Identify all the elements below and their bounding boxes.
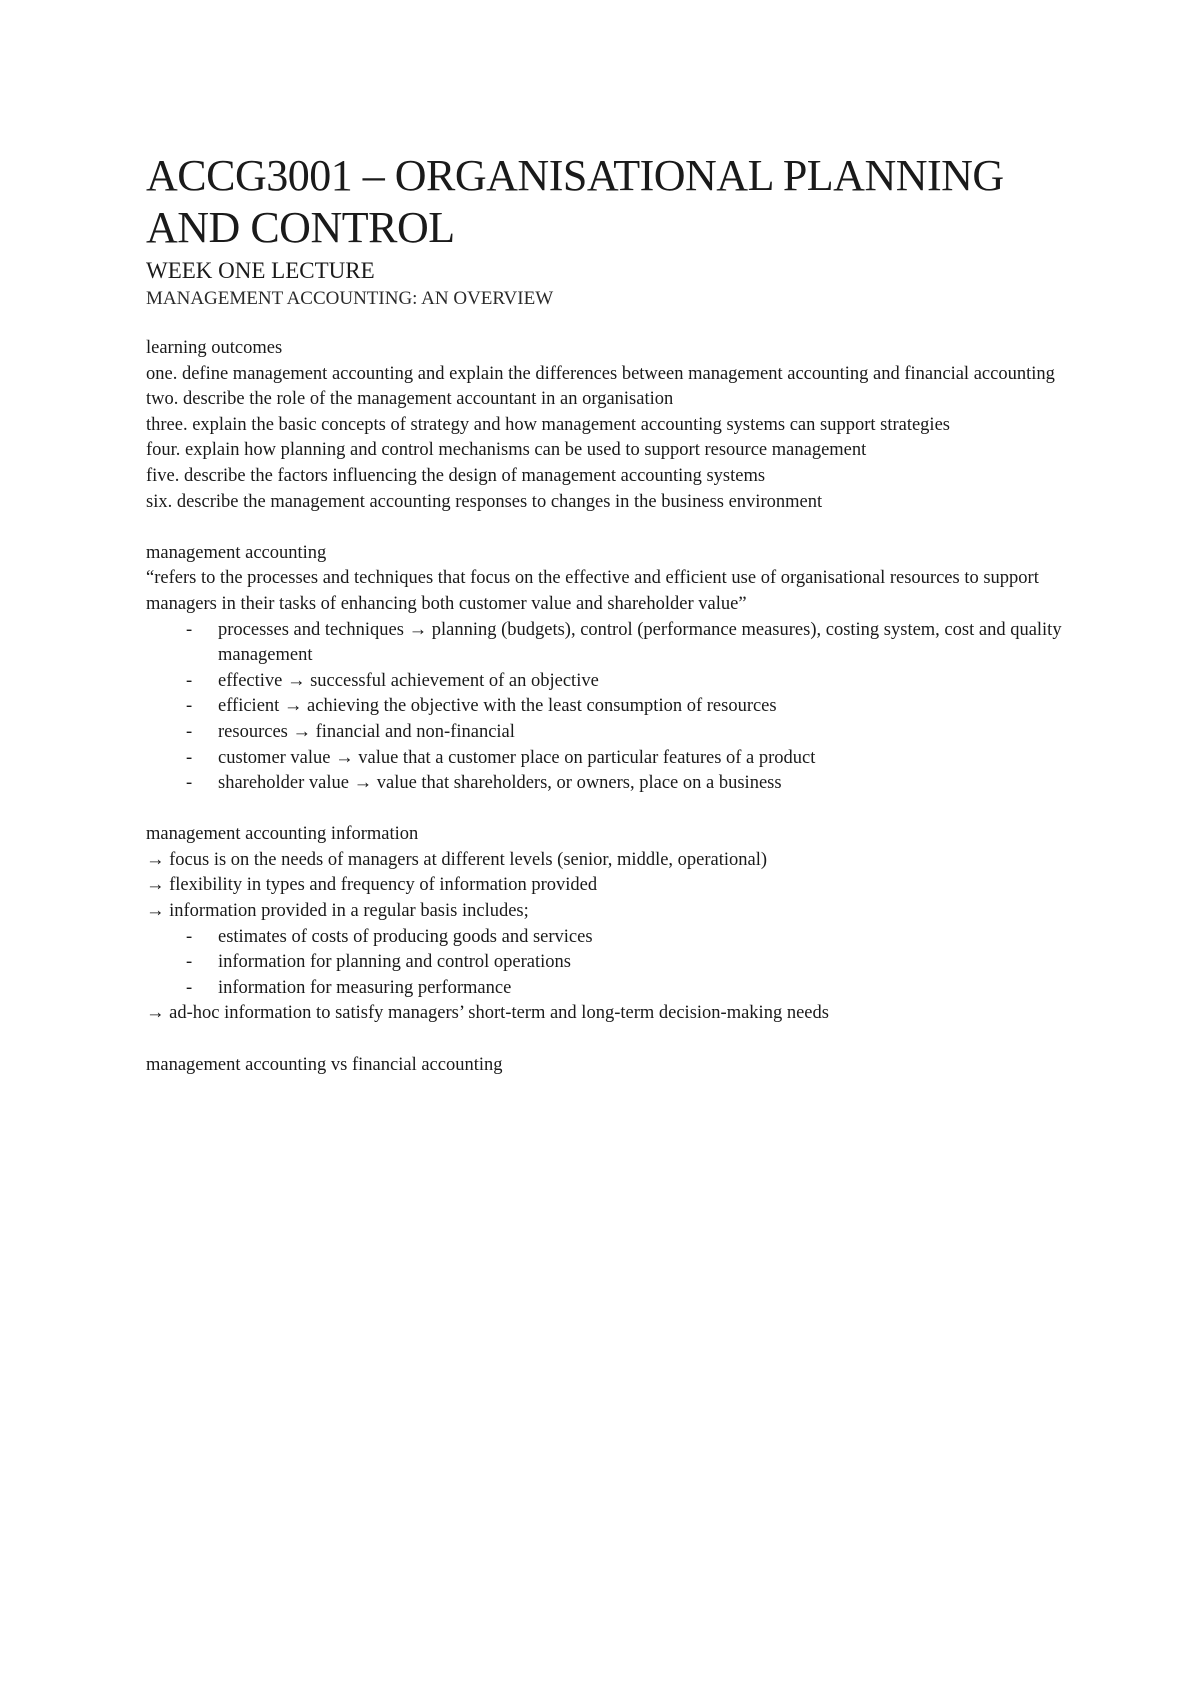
dash-marker: - (186, 721, 193, 742)
outcome-item: one. define management accounting and explain the differences between management accounting and financial accounting (146, 363, 1055, 384)
list-item (186, 720, 1086, 746)
dash-marker: - (186, 670, 193, 691)
section-heading: management accounting (146, 542, 327, 563)
outcome-item: four. explain how planning and control mechanisms can be used to support resource management (146, 440, 867, 461)
learning-outcomes-section (146, 336, 1086, 515)
comparison-section (146, 1053, 1086, 1079)
arrow-line: → information provided in a regular basis includes; (146, 901, 529, 922)
list-item (186, 771, 1086, 797)
outcome-item: five. describe the factors influencing the design of management accounting systems (146, 465, 766, 486)
dash-marker: - (186, 952, 193, 973)
list-item-text: customer value → value that a customer place on particular features of a product (218, 747, 816, 768)
list-item-text: effective → successful achievement of an objective (218, 670, 599, 691)
lecture-topic: MANAGEMENT ACCOUNTING: AN OVERVIEW (146, 288, 554, 309)
section-heading: management accounting information (146, 824, 419, 845)
section-heading: management accounting vs financial accounting (146, 1054, 503, 1075)
lecture-label: WEEK ONE LECTURE (146, 258, 375, 283)
list-item-text: efficient → achieving the objective with the least consumption of resources (218, 696, 777, 717)
outcome-item: six. describe the management accounting responses to changes in the business environment (146, 491, 823, 512)
list-item (186, 925, 1086, 951)
dash-marker: - (186, 619, 193, 640)
information-bullets (146, 925, 1086, 1002)
arrow-line: → flexibility in types and frequency of information provided (146, 875, 598, 896)
outcome-item: two. describe the role of the management accountant in an organisation (146, 389, 674, 410)
list-item (186, 618, 1086, 669)
list-item (186, 669, 1086, 695)
dash-marker: - (186, 773, 193, 794)
list-item-text: shareholder value → value that shareholders, or owners, place on a business (218, 773, 782, 794)
list-item-text: information for planning and control operations (218, 952, 571, 973)
arrow-line: → ad-hoc information to satisfy managers’ short-term and long-term decision-making needs (146, 1003, 829, 1024)
dash-marker: - (186, 977, 193, 998)
management-accounting-information-section (146, 822, 1086, 1027)
list-item (186, 694, 1086, 720)
list-item (186, 950, 1086, 976)
dash-marker: - (186, 696, 193, 717)
list-item-text: resources → financial and non-financial (218, 721, 515, 742)
arrow-line: → focus is on the needs of managers at different levels (senior, middle, operational) (146, 849, 768, 870)
dash-marker: - (186, 747, 193, 768)
list-item (186, 976, 1086, 1002)
management-accounting-section (146, 541, 1086, 797)
document-page (146, 150, 1086, 1078)
dash-marker: - (186, 926, 193, 947)
definition-bullets (146, 618, 1086, 797)
outcome-item: three. explain the basic concepts of strategy and how management accounting systems can support strategies (146, 414, 950, 435)
definition-quote: “refers to the processes and techniques that focus on the effective and efficient use of organisational resources to support managers in their tasks of enhancing both customer value and shareholder value” (146, 568, 1039, 614)
list-item-text: information for measuring performance (218, 977, 512, 998)
list-item-text: estimates of costs of producing goods and services (218, 926, 593, 947)
list-item-text: processes and techniques → planning (budgets), control (performance measures), costing system, cost and quality management (218, 619, 1062, 666)
list-item (186, 746, 1086, 772)
section-heading: learning outcomes (146, 338, 283, 358)
document-title: ACCG3001 – ORGANISATIONAL PLANNING AND CONTROL (146, 151, 1004, 252)
